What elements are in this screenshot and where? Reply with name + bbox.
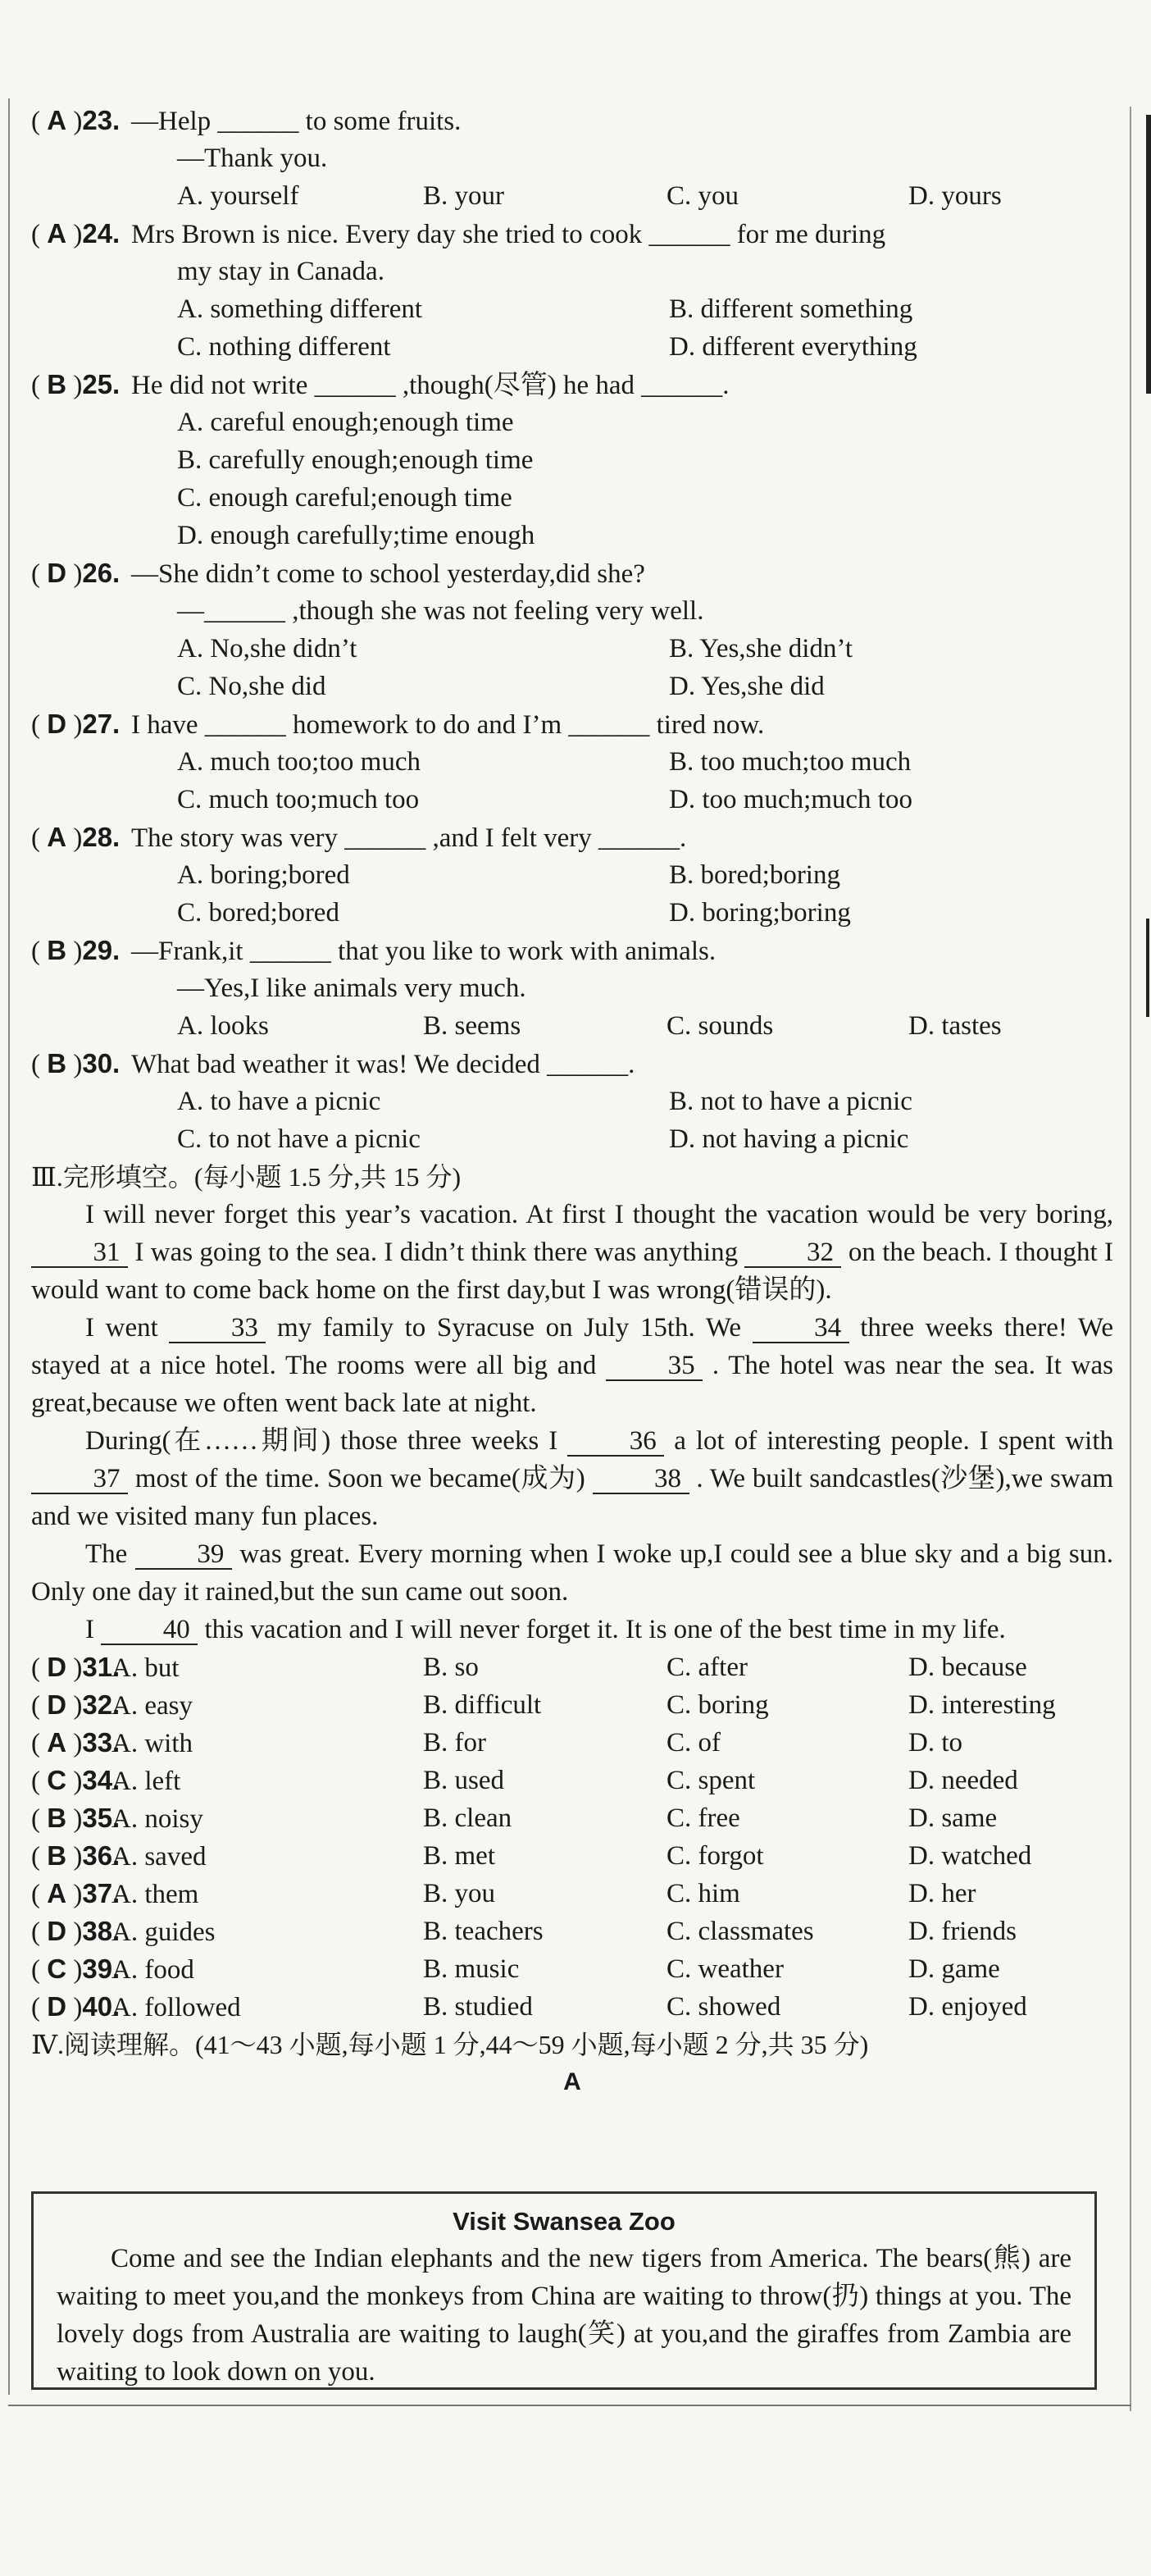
question-line	[31, 102, 1113, 139]
cloze-blank: 31	[31, 1238, 128, 1268]
answer-letter: A	[47, 1727, 67, 1758]
question-continuation	[31, 969, 1113, 1007]
question-number: 39.	[82, 1954, 121, 1984]
answer-mark	[31, 1875, 121, 1913]
option-left: A. to have a picnic	[177, 1087, 381, 1116]
option-b: B. for	[423, 1728, 486, 1758]
open-paren: (	[31, 1993, 40, 2022]
option-left: C. bored;bored	[177, 898, 339, 928]
answer-mark	[31, 1648, 121, 1687]
option-a: A. yourself	[177, 181, 299, 211]
cloze-answer-row	[31, 1648, 1113, 1686]
open-paren: (	[31, 1050, 40, 1079]
close-paren: )	[73, 1917, 83, 1947]
option-row	[31, 177, 1113, 215]
question-text: —Yes,I like animals very much.	[177, 973, 526, 1003]
option-right: B. Yes,she didn’t	[669, 634, 853, 663]
question-text: —She didn’t come to school yesterday,did she?	[131, 559, 645, 589]
close-paren: )	[73, 1880, 83, 1909]
option-right: B. different something	[669, 294, 913, 324]
bottom-rule	[8, 2405, 1131, 2406]
answer-mark	[31, 102, 131, 140]
cloze-answer-row	[31, 1950, 1113, 1988]
answer-mark	[31, 1045, 131, 1083]
option-row	[31, 781, 1113, 818]
cloze-answer-row	[31, 1762, 1113, 1799]
option-left: A. something different	[177, 294, 423, 324]
answer-letter: C	[47, 1765, 67, 1795]
open-paren: (	[31, 1917, 40, 1947]
answer-mark	[31, 1762, 121, 1800]
option-d: D. to	[908, 1728, 962, 1758]
option-right: D. different everything	[669, 332, 917, 362]
cloze-answer-row	[31, 1913, 1113, 1950]
open-paren: (	[31, 1842, 40, 1872]
option-row	[31, 894, 1113, 932]
answer-letter: A	[47, 218, 67, 248]
question-text: The story was very ______ ,and I felt very ______.	[131, 823, 687, 853]
option-d: D. needed	[908, 1766, 1018, 1795]
open-paren: (	[31, 371, 40, 400]
option-left: A. boring;bored	[177, 860, 350, 890]
cloze-blank: 33	[169, 1314, 266, 1343]
answer-letter: D	[47, 1689, 67, 1720]
open-paren: (	[31, 1653, 40, 1683]
option-b: B. used	[423, 1766, 504, 1795]
answer-letter: A	[47, 822, 67, 852]
answer-letter: D	[47, 1991, 67, 2022]
cloze-blank: 35	[606, 1352, 703, 1381]
option-a: A. guides	[111, 1917, 216, 1947]
option-c: C. of	[666, 1728, 721, 1758]
open-paren: (	[31, 1955, 40, 1985]
answer-mark	[31, 1837, 121, 1876]
part-letter: A	[563, 2068, 581, 2095]
answer-mark	[31, 1724, 121, 1762]
question-number: 25.	[82, 369, 121, 399]
left-margin-rule	[8, 98, 10, 2395]
answer-mark	[31, 215, 131, 253]
option-c: C. him	[666, 1879, 740, 1908]
option-a: A. saved	[111, 1842, 207, 1872]
option-row	[31, 856, 1113, 894]
passage-text: this vacation and I will never forget it. It is one of the best time in my life.	[204, 1615, 1006, 1644]
answer-mark	[31, 1799, 121, 1838]
option-d: D. watched	[908, 1841, 1032, 1871]
answer-letter: A	[47, 1878, 67, 1908]
cloze-answer-row	[31, 1988, 1113, 2026]
passage-text: I was going to the sea. I didn’t think there was anything	[134, 1238, 739, 1267]
option-row	[31, 403, 1113, 441]
answer-mark	[31, 932, 131, 970]
question-continuation	[31, 592, 1113, 630]
question-number: 35.	[82, 1803, 121, 1833]
question-line	[31, 215, 1113, 253]
question-number: 30.	[82, 1048, 121, 1078]
passage-text: Come and see the Indian elephants and the new tigers from America. The bears(熊) are waiting to meet you,and the monkeys from China are waiting to throw(扔) things at you. The lovely dogs from Australia are waiting to laugh(笑) at you,and the giraffes from Zambia are waiting to look down on you.	[57, 2244, 1071, 2387]
open-paren: (	[31, 1729, 40, 1758]
option-left: C. No,she did	[177, 672, 326, 701]
passage-title: Visit Swansea Zoo	[453, 2207, 676, 2236]
close-paren: )	[73, 1729, 83, 1758]
question-number: 26.	[82, 558, 121, 588]
cloze-answer-row	[31, 1837, 1113, 1875]
option-c: C. sounds	[666, 1011, 774, 1041]
question-number: 28.	[82, 822, 121, 852]
option-d: D. same	[908, 1803, 998, 1833]
cloze-blank: 32	[744, 1238, 841, 1268]
open-paren: (	[31, 1767, 40, 1796]
passage-text: . The hotel was near the sea. It was great,because we often went back late at night.	[31, 1351, 1113, 1418]
option-b: B. your	[423, 181, 504, 211]
passage-text: on the beach. I thought I would want to come back home on the first day,but I was wrong(错误的).	[31, 1238, 1114, 1305]
passage-text: was great. Every morning when I woke up,I could see a blue sky and a big sun. Only one day it rained,but the sun came out soon.	[31, 1539, 1114, 1607]
option-a: A. left	[111, 1767, 181, 1796]
close-paren: )	[73, 1993, 83, 2022]
answer-letter: D	[47, 1652, 67, 1682]
question-number: 36.	[82, 1840, 121, 1871]
question-text: Mrs Brown is nice. Every day she tried to cook ______ for me during	[131, 220, 886, 249]
passage-text: my family to Syracuse on July 15th. We	[277, 1313, 741, 1343]
passage-text: During(在……期间) those three weeks I	[85, 1426, 558, 1456]
open-paren: (	[31, 107, 40, 136]
close-paren: )	[73, 371, 83, 400]
close-paren: )	[73, 1767, 83, 1796]
option-c: C. free	[666, 1803, 740, 1833]
option-b: B. you	[423, 1879, 496, 1908]
option-row	[31, 517, 1113, 554]
passage-text: . We built sandcastles(沙堡),we swam and we visited many fun places.	[31, 1464, 1114, 1531]
option-c: C. classmates	[666, 1917, 814, 1946]
option-a: A. careful enough;enough time	[177, 408, 514, 437]
question-number: 31.	[82, 1652, 121, 1682]
close-paren: )	[73, 220, 83, 249]
option-c: C. boring	[666, 1690, 769, 1720]
option-left: A. No,she didn’t	[177, 634, 357, 663]
close-paren: )	[73, 823, 83, 853]
cloze-blank: 40	[101, 1616, 198, 1645]
open-paren: (	[31, 823, 40, 853]
answer-mark	[31, 705, 131, 744]
passage-text: I	[85, 1615, 94, 1644]
right-column-rule	[1130, 107, 1131, 2411]
option-b: B. clean	[423, 1803, 512, 1833]
option-right: D. Yes,she did	[669, 672, 825, 701]
question-line	[31, 705, 1113, 743]
question-number: 32.	[82, 1689, 121, 1720]
open-paren: (	[31, 937, 40, 966]
answer-mark	[31, 1950, 121, 1989]
question-line	[31, 1045, 1113, 1083]
passage-text: most of the time. Soon we became(成为)	[134, 1464, 585, 1493]
cloze-blank: 37	[31, 1465, 128, 1494]
cloze-paragraph	[31, 1611, 1113, 1648]
option-d: D. interesting	[908, 1690, 1056, 1720]
question-line	[31, 366, 1113, 403]
passage-text: I will never forget this year’s vacation. At first I thought the vacation would be very boring,	[85, 1200, 1113, 1229]
section-title: Ⅳ.阅读理解。(41～43 小题,每小题 1 分,44～59 小题,每小题 2 分,共 35 分)	[31, 2030, 869, 2059]
option-a: A. but	[111, 1653, 180, 1683]
answer-mark	[31, 554, 131, 593]
close-paren: )	[73, 1691, 83, 1721]
cloze-paragraph	[31, 1422, 1113, 1535]
option-c: C. enough careful;enough time	[177, 483, 512, 513]
question-continuation	[31, 253, 1113, 290]
cloze-blank: 39	[135, 1540, 232, 1570]
open-paren: (	[31, 710, 40, 740]
passage-text: three weeks there! We stayed at a nice hotel. The rooms were all big and	[31, 1313, 1114, 1380]
question-number: 33.	[82, 1727, 121, 1758]
answer-mark	[31, 818, 131, 857]
cloze-answer-row	[31, 1724, 1113, 1762]
section-title: Ⅲ.完形填空。(每小题 1.5 分,共 15 分)	[31, 1162, 462, 1192]
option-right: D. not having a picnic	[669, 1124, 909, 1154]
cloze-answer-row	[31, 1799, 1113, 1837]
option-right: D. too much;much too	[669, 785, 912, 814]
close-paren: )	[73, 1653, 83, 1683]
question-text: I have ______ homework to do and I’m ______ tired now.	[131, 710, 765, 740]
reading-passage-box	[31, 2191, 1097, 2390]
question-number: 23.	[82, 105, 121, 135]
answer-letter: C	[47, 1954, 67, 1984]
close-paren: )	[73, 1842, 83, 1872]
option-b: B. so	[423, 1653, 479, 1682]
answer-mark	[31, 1988, 121, 2027]
question-number: 37.	[82, 1878, 121, 1908]
answer-mark	[31, 366, 131, 404]
option-row	[31, 479, 1113, 517]
option-row	[31, 328, 1113, 366]
option-b: B. studied	[423, 1992, 533, 2022]
passage-text: I went	[85, 1313, 158, 1343]
option-b: B. met	[423, 1841, 495, 1871]
question-text: —Frank,it ______ that you like to work with animals.	[131, 937, 717, 966]
cloze-answer-row	[31, 1875, 1113, 1913]
question-text: What bad weather it was! We decided ______.	[131, 1050, 635, 1079]
edge-bleed	[1146, 115, 1151, 394]
passage-text: The	[85, 1539, 128, 1569]
option-row	[31, 1083, 1113, 1120]
option-a: A. with	[111, 1729, 193, 1758]
option-left: A. much too;too much	[177, 747, 421, 777]
option-d: D. enough carefully;time enough	[177, 521, 535, 550]
section-heading-reading	[31, 2026, 1113, 2063]
option-c: C. spent	[666, 1766, 756, 1795]
answer-letter: B	[47, 369, 67, 399]
option-d: D. yours	[908, 181, 1002, 211]
question-number: 24.	[82, 218, 121, 248]
cloze-answer-row	[31, 1686, 1113, 1724]
section-heading-cloze	[31, 1158, 1113, 1196]
question-line	[31, 932, 1113, 969]
option-row	[31, 1120, 1113, 1158]
question-text: He did not write ______ ,though(尽管) he had ______.	[131, 371, 730, 400]
answer-letter: A	[47, 105, 67, 135]
option-c: C. showed	[666, 1992, 781, 2022]
option-right: B. bored;boring	[669, 860, 840, 890]
option-right: D. boring;boring	[669, 898, 851, 928]
cloze-blank: 36	[567, 1427, 664, 1457]
question-number: 38.	[82, 1916, 121, 1946]
answer-letter: D	[47, 558, 67, 588]
option-c: C. you	[666, 181, 739, 211]
option-row	[31, 441, 1113, 479]
question-text: —______ ,though she was not feeling very well.	[177, 596, 704, 626]
option-b: B. teachers	[423, 1917, 544, 1946]
passage-text: a lot of interesting people. I spent with	[674, 1426, 1113, 1456]
option-d: D. because	[908, 1653, 1027, 1682]
option-a: A. looks	[177, 1011, 269, 1041]
open-paren: (	[31, 559, 40, 589]
close-paren: )	[73, 559, 83, 589]
option-b: B. carefully enough;enough time	[177, 445, 534, 475]
answer-letter: B	[47, 1840, 67, 1871]
open-paren: (	[31, 1804, 40, 1834]
question-text: my stay in Canada.	[177, 257, 384, 286]
option-b: B. seems	[423, 1011, 521, 1041]
close-paren: )	[73, 1050, 83, 1079]
option-b: B. difficult	[423, 1690, 542, 1720]
cloze-paragraph	[31, 1309, 1113, 1422]
option-a: A. easy	[111, 1691, 193, 1721]
option-left: C. much too;much too	[177, 785, 420, 814]
option-d: D. friends	[908, 1917, 1017, 1946]
cloze-blank: 34	[753, 1314, 849, 1343]
close-paren: )	[73, 937, 83, 966]
option-row	[31, 630, 1113, 668]
open-paren: (	[31, 220, 40, 249]
question-number: 34.	[82, 1765, 121, 1795]
question-text: —Thank you.	[177, 144, 328, 173]
question-content	[31, 102, 1113, 2101]
answer-mark	[31, 1913, 121, 1951]
answer-letter: D	[47, 1916, 67, 1946]
option-d: D. her	[908, 1879, 976, 1908]
question-number: 27.	[82, 709, 121, 739]
edge-bleed	[1146, 919, 1149, 1017]
cloze-blank: 38	[593, 1465, 689, 1494]
question-line	[31, 818, 1113, 856]
answer-letter: D	[47, 709, 67, 739]
option-row	[31, 290, 1113, 328]
option-b: B. music	[423, 1954, 520, 1984]
close-paren: )	[73, 1804, 83, 1834]
answer-mark	[31, 1686, 121, 1725]
answer-letter: B	[47, 1803, 67, 1833]
option-left: C. nothing different	[177, 332, 391, 362]
option-d: D. tastes	[908, 1011, 1002, 1041]
cloze-paragraph	[31, 1535, 1113, 1611]
option-a: A. noisy	[111, 1804, 203, 1834]
option-a: A. them	[111, 1880, 199, 1909]
question-line	[31, 554, 1113, 592]
option-c: C. after	[666, 1653, 748, 1682]
close-paren: )	[73, 710, 83, 740]
answer-letter: B	[47, 935, 67, 965]
question-number: 29.	[82, 935, 121, 965]
cloze-paragraph	[31, 1196, 1113, 1309]
close-paren: )	[73, 107, 83, 136]
option-d: D. enjoyed	[908, 1992, 1027, 2022]
option-row	[31, 743, 1113, 781]
question-continuation	[31, 139, 1113, 177]
part-label	[31, 2063, 1113, 2101]
option-c: C. weather	[666, 1954, 784, 1984]
option-a: A. followed	[111, 1993, 241, 2022]
option-row	[31, 1007, 1113, 1045]
close-paren: )	[73, 1955, 83, 1985]
option-d: D. game	[908, 1954, 1000, 1984]
option-c: C. forgot	[666, 1841, 764, 1871]
open-paren: (	[31, 1691, 40, 1721]
option-a: A. food	[111, 1955, 194, 1985]
option-row	[31, 668, 1113, 705]
answer-letter: B	[47, 1048, 67, 1078]
question-text: —Help ______ to some fruits.	[131, 107, 462, 136]
option-right: B. not to have a picnic	[669, 1087, 912, 1116]
option-left: C. to not have a picnic	[177, 1124, 421, 1154]
open-paren: (	[31, 1880, 40, 1909]
question-number: 40.	[82, 1991, 121, 2022]
option-right: B. too much;too much	[669, 747, 912, 777]
